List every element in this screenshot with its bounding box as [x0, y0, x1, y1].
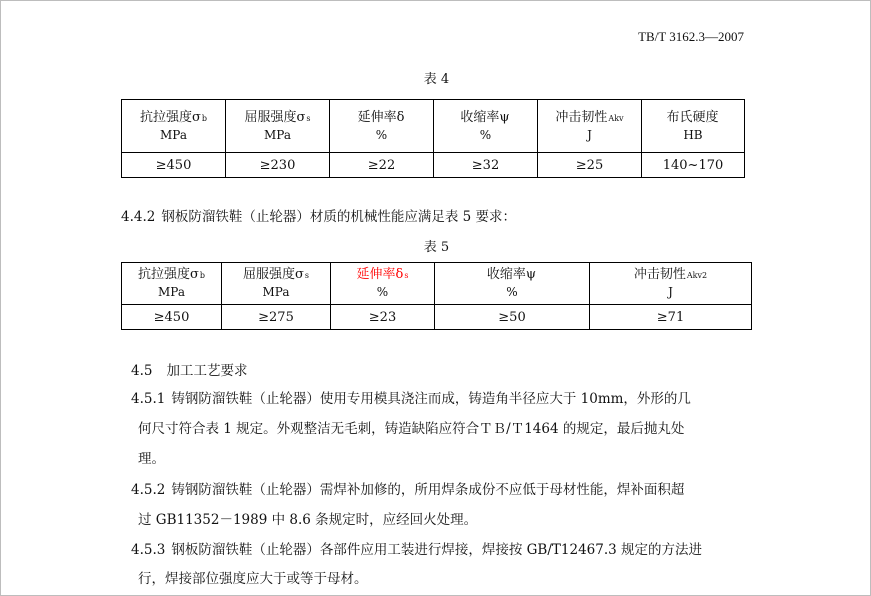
table5-header-cell: 收缩率ψ %	[435, 263, 590, 305]
clause-4-5-1: 4.5.1 铸钢防溜铁鞋（止轮器）使用专用模具浇注而成，铸造角半径应大于 10mm，外形的几	[131, 391, 691, 407]
clause-4-5-2: 4.5.2 铸钢防溜铁鞋（止轮器）需焊补加修的，所用焊条成份不应低于母材性能，焊补面积超	[131, 482, 685, 498]
table5-value-cell: ≥50	[435, 305, 590, 330]
standard-code: TB/T 3162.3—2007	[638, 29, 744, 44]
clause-4-5-3-line2: 行，焊接部位强度应大于或等于母材。	[138, 571, 368, 587]
table4-value-cell: ≥32	[434, 153, 538, 178]
table5-value-cell: ≥23	[331, 305, 435, 330]
table4-header-cell: 冲击韧性Akv J	[538, 100, 642, 153]
table4-header-cell: 收缩率ψ %	[434, 100, 538, 153]
table5-value-cell: ≥275	[222, 305, 331, 330]
table4-value-cell: ≥450	[122, 153, 226, 178]
table5-header-cell: 抗拉强度σb MPa	[122, 263, 222, 305]
table4-header-row	[122, 100, 745, 153]
table4-header-cell: 抗拉强度σb MPa	[122, 100, 226, 153]
table5-header-cell: 延伸率δs %	[331, 263, 435, 305]
section-4-5-heading: 4.5 加工工艺要求	[131, 363, 248, 379]
table4-value-row	[122, 153, 745, 178]
table5-header-row	[122, 263, 752, 305]
table4-value-cell: ≥22	[330, 153, 434, 178]
table4-header-cell: 延伸率δ %	[330, 100, 434, 153]
table4	[121, 99, 745, 178]
clause-4-5-3: 4.5.3 钢板防溜铁鞋（止轮器）各部件应用工装进行焊接，焊接按 GB/T12467.3 规定的方法进	[131, 542, 703, 558]
table5-value-cell: ≥450	[122, 305, 222, 330]
clause-4-5-1-line2: 何尺寸符合表 1 规定。外观整洁无毛刺，铸造缺陷应符合ＴＢ/Ｔ1464 的规定，最后抛丸处	[138, 421, 685, 437]
table4-value-cell: 140~170	[642, 153, 745, 178]
clause-4-5-2-line2: 过 GB11352－1989 中 8.6 条规定时，应经回火处理。	[138, 512, 478, 528]
table4-value-cell: ≥230	[226, 153, 330, 178]
table4-value-cell: ≥25	[538, 153, 642, 178]
table5-value-cell: ≥71	[590, 305, 752, 330]
table4-header-cell: 屈服强度σs MPa	[226, 100, 330, 153]
table5-caption: 表 5	[423, 240, 450, 255]
table5	[121, 262, 752, 330]
table5-header-cell: 屈服强度σs MPa	[222, 263, 331, 305]
clause-4-4-2: 4.4.2 钢板防溜铁鞋（止轮器）材质的机械性能应满足表 5 要求：	[121, 209, 517, 225]
table5-header-cell: 冲击韧性Akv2 J	[590, 263, 752, 305]
table4-caption: 表 4	[423, 72, 450, 87]
table4-header-cell: 布氏硬度 HB	[642, 100, 745, 153]
clause-4-5-1-line3: 理。	[138, 451, 165, 467]
table5-value-row	[122, 305, 752, 330]
